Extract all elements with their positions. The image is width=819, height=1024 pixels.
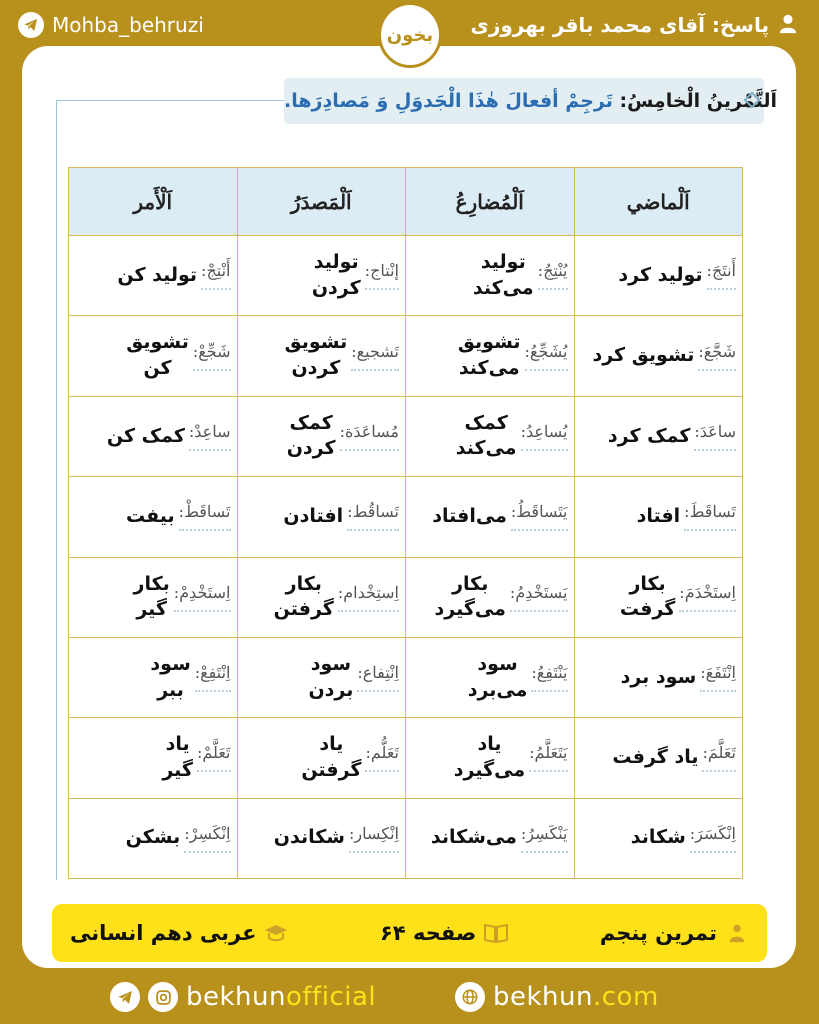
footer-social-prefix: bekhun <box>186 982 286 1012</box>
bekhun-logo <box>378 2 442 68</box>
user-icon <box>777 12 799 39</box>
header-imperative: اَلْأَمر <box>69 168 238 236</box>
verb-entry <box>244 236 400 315</box>
table-header-row <box>69 168 743 236</box>
table-cell <box>69 477 238 557</box>
verb-entry <box>75 799 231 878</box>
verb-entry <box>412 316 568 395</box>
answer-text: پاسخ: آقای محمد باقر بهروزی <box>470 13 769 37</box>
table-cell <box>69 316 238 396</box>
globe-icon <box>455 982 485 1012</box>
header-masdar: اَلْمَصدَرُ <box>237 168 406 236</box>
persian-translation: تشویق می‌کند <box>457 331 521 380</box>
arabic-verb: تَساقَطْ: <box>179 502 231 531</box>
table-cell <box>69 718 238 798</box>
arabic-verb: يَنْتَفِعُ: <box>531 663 567 692</box>
arabic-verb: يَتَعَلَّمُ: <box>529 743 567 772</box>
info-exercise-text: تمرین پنجم <box>599 921 717 945</box>
table-cell <box>574 316 743 396</box>
table-cell <box>69 396 238 476</box>
arabic-verb: إنْتاج: <box>365 261 399 290</box>
arabic-verb: مُساعَدَة: <box>340 422 399 451</box>
arabic-verb: اِستَخْدِمْ: <box>174 583 231 612</box>
verb-entry <box>75 558 231 637</box>
arabic-verb: تَعَلَّمَ: <box>702 743 736 772</box>
top-bar <box>0 0 819 52</box>
persian-translation: سود برد <box>620 665 697 688</box>
persian-translation: سود می‌برد <box>467 652 528 701</box>
table-cell <box>237 316 406 396</box>
verb-entry <box>581 397 737 476</box>
table-row <box>69 718 743 798</box>
verb-entry <box>412 638 568 717</box>
persian-translation: تولید کردن <box>311 251 361 299</box>
persian-translation: سود ببر <box>150 652 191 701</box>
decor-line-vertical <box>56 100 57 880</box>
persian-translation: یاد گرفت <box>612 746 699 769</box>
table-cell <box>406 718 575 798</box>
persian-translation: می‌افتاد <box>432 504 507 527</box>
arabic-verb: تَعَلَّمْ: <box>197 743 231 772</box>
persian-translation: شکاند <box>630 826 686 849</box>
verb-entry <box>412 718 568 797</box>
graduation-cap-icon <box>264 922 288 944</box>
table-cell <box>69 236 238 316</box>
arabic-verb: تَساقُط: <box>347 502 399 531</box>
persian-translation: افتاد <box>636 504 681 527</box>
verb-entry <box>75 236 231 315</box>
verb-entry <box>75 718 231 797</box>
persian-translation: یاد گرفتن <box>301 733 362 781</box>
student-icon <box>725 922 749 944</box>
arabic-verb: اِنْكَسِرْ: <box>184 824 230 853</box>
arabic-verb: اِنْتِفاع: <box>357 663 399 692</box>
verb-entry <box>581 799 737 878</box>
verb-entry <box>412 799 568 878</box>
decor-line-horizontal <box>56 100 284 101</box>
table-cell <box>406 236 575 316</box>
table-cell <box>237 236 406 316</box>
arabic-verb: ساعِدْ: <box>189 422 231 451</box>
verb-entry <box>581 718 737 797</box>
persian-translation: تولید می‌کند <box>472 251 534 299</box>
persian-translation: تولید کن <box>117 263 198 286</box>
verb-entry <box>412 558 568 637</box>
logo-text: بخون <box>386 24 434 46</box>
table-cell <box>574 236 743 316</box>
table-row <box>69 557 743 637</box>
persian-translation: تشویق کرد <box>592 344 695 367</box>
telegram-icon <box>18 12 44 38</box>
footer-social[interactable] <box>110 982 376 1012</box>
verb-entry <box>581 638 737 717</box>
arabic-verb: أَنْتِجْ: <box>201 261 230 290</box>
telegram-handle[interactable] <box>18 10 204 40</box>
instagram-icon <box>148 982 178 1012</box>
arabic-verb: تَشجيع: <box>351 342 399 371</box>
verb-entry <box>581 477 737 556</box>
info-exercise <box>600 921 749 945</box>
verb-entry <box>244 316 400 395</box>
persian-translation: کمک کردن <box>286 411 336 460</box>
table-cell <box>69 557 238 637</box>
info-book-text: عربی دهم انسانی <box>70 921 257 945</box>
table-cell <box>69 798 238 878</box>
table-cell <box>406 798 575 878</box>
info-bar <box>52 904 767 962</box>
table-cell <box>574 798 743 878</box>
telegram-icon <box>110 982 140 1012</box>
arabic-verb: اِنْكِسار: <box>349 824 399 853</box>
arabic-verb: أَنتَجَ: <box>707 261 736 290</box>
exercise-label: اَلتَّمْرینُ الْخامِسُ: <box>619 90 777 112</box>
arabic-verb: اِنْتَفَعَ: <box>700 663 736 692</box>
persian-translation: بکار گیر <box>133 572 170 621</box>
table-row <box>69 316 743 396</box>
verb-entry <box>244 638 400 717</box>
table-cell <box>237 557 406 637</box>
persian-translation: سود بردن <box>308 652 354 701</box>
verb-entry <box>75 316 231 395</box>
verb-entry <box>412 236 568 315</box>
persian-translation: بکار می‌گیرد <box>434 572 506 621</box>
arabic-verb: اِنْتَفِعْ: <box>195 663 231 692</box>
footer-site-prefix: bekhun <box>493 982 593 1012</box>
arabic-verb: اِستَخْدَمَ: <box>679 583 736 612</box>
arabic-verb: شَجِّعْ: <box>193 342 231 371</box>
arabic-verb: يَتَساقَطُ: <box>511 502 568 531</box>
table-cell <box>406 477 575 557</box>
info-page <box>380 921 508 945</box>
table-cell <box>406 557 575 637</box>
table-row <box>69 236 743 316</box>
persian-translation: تشویق کن <box>126 331 189 380</box>
persian-translation: بکار گرفتن <box>273 572 334 621</box>
table-cell <box>237 637 406 717</box>
verb-entry <box>581 316 737 395</box>
verb-entry <box>581 558 737 637</box>
persian-translation: یاد گیر <box>162 733 193 781</box>
exercise-instruction: تَرجِمْ أفعالَ هٰذَا الْجَدوَلِ وَ مَصادِرَها. <box>284 90 613 112</box>
info-page-text: صفحه ۶۴ <box>380 921 477 945</box>
table-cell <box>574 477 743 557</box>
handle-text: Mohba_behruzi <box>52 13 204 37</box>
table-cell <box>406 637 575 717</box>
verb-entry <box>244 799 400 878</box>
footer-website[interactable] <box>455 982 659 1012</box>
persian-translation: بشکن <box>125 826 181 849</box>
exercise-title <box>284 78 777 124</box>
table-cell <box>574 557 743 637</box>
verb-entry <box>244 558 400 637</box>
answer-credit <box>471 10 800 40</box>
verb-entry <box>581 236 737 315</box>
info-book <box>70 921 288 945</box>
table-row <box>69 477 743 557</box>
verb-entry <box>75 638 231 717</box>
table-cell <box>237 396 406 476</box>
arabic-verb: شَجَّعَ: <box>698 342 736 371</box>
verb-entry <box>244 397 400 476</box>
arabic-verb: يُشَجِّعُ: <box>525 342 568 371</box>
persian-translation: شکاندن <box>273 826 345 849</box>
table-row <box>69 637 743 717</box>
arabic-verb: تَعَلُّم: <box>365 743 399 772</box>
table-cell <box>69 637 238 717</box>
verb-table <box>68 167 743 879</box>
table-cell <box>574 718 743 798</box>
persian-translation: افتادن <box>283 504 344 527</box>
footer <box>0 972 819 1024</box>
footer-social-suffix: official <box>286 982 377 1012</box>
header-present: اَلْمُضارِعُ <box>406 168 575 236</box>
table-row <box>69 798 743 878</box>
arabic-verb: اِنْكَسَرَ: <box>690 824 736 853</box>
arabic-verb: يُساعِدُ: <box>521 422 568 451</box>
persian-translation: کمک کن <box>106 424 185 447</box>
verb-entry <box>244 477 400 556</box>
table-cell <box>237 718 406 798</box>
verb-entry <box>244 718 400 797</box>
table-cell <box>237 477 406 557</box>
persian-translation: یاد می‌گیرد <box>453 733 526 781</box>
verb-entry <box>75 477 231 556</box>
persian-translation: کمک کرد <box>607 424 691 447</box>
arabic-verb: ساعَدَ: <box>694 422 736 451</box>
verb-entry <box>75 397 231 476</box>
table-cell <box>406 316 575 396</box>
persian-translation: تشویق کردن <box>284 331 348 380</box>
arabic-verb: تَساقَطَ: <box>684 502 736 531</box>
verb-entry <box>412 477 568 556</box>
table-row <box>69 396 743 476</box>
footer-site-suffix: .com <box>593 982 659 1012</box>
book-open-icon <box>484 922 508 944</box>
table-cell <box>574 637 743 717</box>
header-past: اَلْماضي <box>574 168 743 236</box>
table-cell <box>237 798 406 878</box>
table-cell <box>406 396 575 476</box>
persian-translation: تولید کرد <box>618 263 703 286</box>
persian-translation: می‌شکاند <box>430 826 517 849</box>
verb-entry <box>412 397 568 476</box>
table-cell <box>574 396 743 476</box>
persian-translation: کمک می‌کند <box>455 411 517 460</box>
table-body <box>69 236 743 879</box>
arabic-verb: اِستِخْدام: <box>338 583 399 612</box>
persian-translation: بکار گرفت <box>619 572 676 621</box>
arabic-verb: يَستَخْدِمُ: <box>510 583 568 612</box>
persian-translation: بیفت <box>125 504 175 527</box>
arabic-verb: يَنْكَسِرُ: <box>521 824 568 853</box>
arabic-verb: يُنْتِجُ: <box>538 261 568 290</box>
